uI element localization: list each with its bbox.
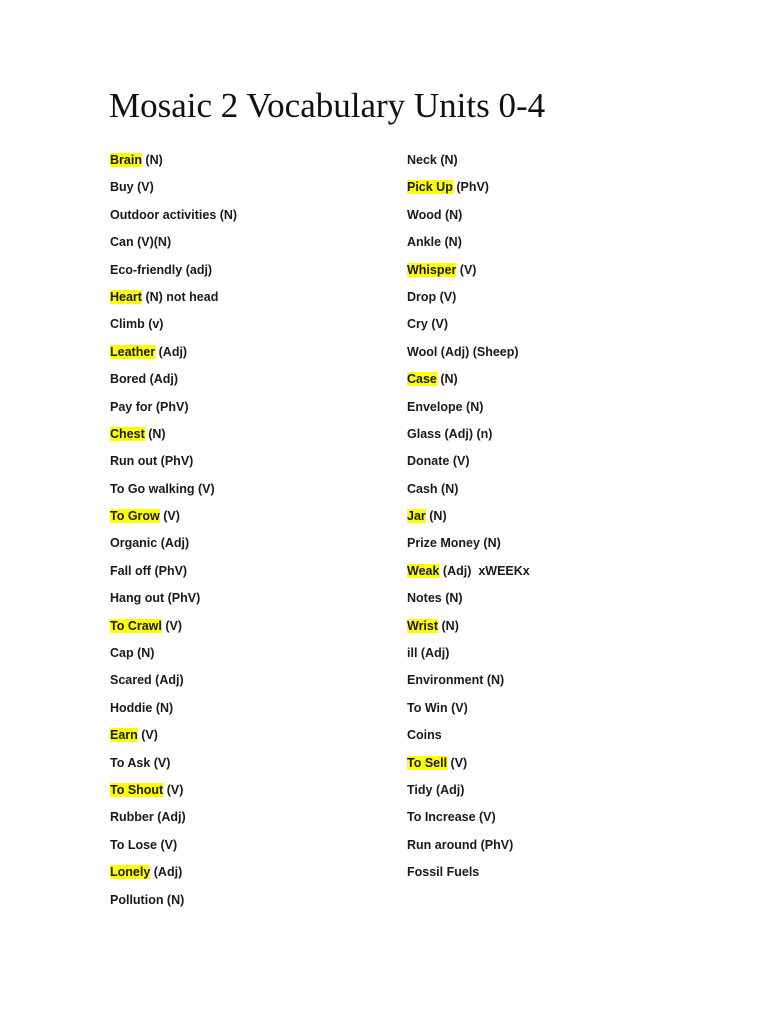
- vocab-text: Ankle (N): [407, 235, 462, 250]
- highlighted-term: To Sell: [407, 755, 448, 770]
- vocab-text: (N): [436, 372, 458, 387]
- vocab-text: (N): [144, 426, 166, 441]
- vocab-item: [407, 311, 530, 338]
- vocab-item: [407, 147, 530, 174]
- vocab-item: [407, 366, 530, 393]
- vocab-item: [110, 448, 237, 475]
- vocab-text: Envelope (N): [407, 399, 484, 414]
- vocab-item: [110, 613, 237, 640]
- vocab-text: Glass (Adj) (n): [407, 426, 493, 441]
- vocab-item: [407, 695, 530, 722]
- vocab-item: [407, 667, 530, 694]
- vocab-text: Organic (Adj): [110, 536, 190, 551]
- page-title: Mosaic 2 Vocabulary Units 0-4: [109, 86, 546, 125]
- vocab-item: [110, 257, 237, 284]
- vocab-item: [110, 339, 237, 366]
- vocab-text: Hang out (PhV): [110, 591, 201, 606]
- highlighted-term: To Shout: [110, 782, 164, 797]
- vocab-text: Rubber (Adj): [110, 810, 186, 825]
- vocab-text: (N): [438, 618, 459, 633]
- vocab-text: (V): [447, 755, 468, 770]
- vocab-text: (V): [161, 618, 182, 633]
- vocab-item: [407, 257, 530, 284]
- vocab-item: [110, 695, 237, 722]
- vocab-text: Cry (V): [407, 317, 448, 332]
- vocab-text: (N): [141, 153, 163, 167]
- vocab-item: [407, 530, 530, 557]
- vocab-text: Wool (Adj) (Sheep): [407, 344, 519, 359]
- vocab-text: (V): [163, 782, 184, 797]
- highlighted-term: Jar: [407, 509, 426, 524]
- vocab-item: [110, 147, 237, 174]
- highlighted-term: To Grow: [110, 509, 160, 524]
- vocab-text: Fall off (PhV): [110, 563, 188, 578]
- highlighted-term: Leather: [110, 344, 156, 359]
- highlighted-term: Wrist: [407, 618, 439, 633]
- vocab-item: [407, 859, 530, 886]
- vocab-item: [110, 558, 237, 585]
- highlighted-term: Lonely: [110, 865, 151, 880]
- vocab-text: To Increase (V): [407, 810, 496, 825]
- vocab-text: (Adj): [150, 865, 183, 880]
- vocab-text: Scared (Adj): [110, 673, 184, 688]
- vocab-item: [407, 284, 530, 311]
- vocab-text: Can (V)(N): [110, 235, 172, 250]
- vocab-text: (V): [159, 509, 180, 524]
- vocab-item: [407, 585, 530, 612]
- vocab-text: To Lose (V): [110, 837, 178, 852]
- vocab-text: Tidy (Adj): [407, 782, 465, 797]
- vocab-text: To Win (V): [407, 700, 468, 715]
- vocab-item: [407, 804, 530, 831]
- highlighted-term: Whisper: [407, 262, 457, 277]
- vocab-text: Drop (V): [407, 289, 457, 304]
- vocab-item: [407, 448, 530, 475]
- vocab-item: [407, 476, 530, 503]
- vocab-item: [407, 722, 530, 749]
- vocab-item: [110, 667, 237, 694]
- vocab-text: (N): [425, 509, 447, 524]
- vocab-text: Hoddie (N): [110, 700, 174, 715]
- vocab-item: [110, 476, 237, 503]
- vocab-text: (Adj) xWEEKx: [439, 563, 530, 578]
- highlighted-term: Chest: [110, 426, 145, 441]
- highlighted-term: To Crawl: [110, 618, 162, 633]
- highlighted-term: Earn: [110, 728, 138, 743]
- vocab-text: (V): [137, 728, 158, 743]
- vocab-item: [407, 174, 530, 201]
- vocab-text: Outdoor activities (N): [110, 207, 238, 222]
- vocab-text: Eco-friendly (adj): [110, 262, 213, 277]
- vocab-text: To Go walking (V): [110, 481, 215, 496]
- vocab-item: [110, 777, 237, 804]
- vocab-text: Bored (Adj): [110, 372, 179, 387]
- vocab-item: [110, 804, 237, 831]
- vocab-item: [407, 777, 530, 804]
- vocab-item: [407, 421, 530, 448]
- highlighted-term: Case: [407, 372, 437, 387]
- vocab-text: (PhV): [452, 180, 489, 195]
- vocab-item: [110, 421, 237, 448]
- vocab-item: [110, 394, 237, 421]
- vocab-item: [407, 640, 530, 667]
- vocab-item: [110, 832, 237, 859]
- vocab-text: Coins: [407, 728, 442, 743]
- vocab-text: Cap (N): [110, 646, 155, 661]
- vocab-item: [407, 832, 530, 859]
- vocab-item: [110, 585, 237, 612]
- vocab-text: Pollution (N): [110, 892, 185, 907]
- vocab-text: (V): [456, 262, 477, 277]
- vocab-text: Run out (PhV): [110, 454, 194, 469]
- vocab-text: Pay for (PhV): [110, 399, 189, 414]
- vocab-item: [110, 640, 237, 667]
- vocab-item: [407, 750, 530, 777]
- vocab-text: Wood (N): [407, 207, 463, 222]
- vocab-item: [407, 558, 530, 585]
- vocab-item: [110, 859, 237, 886]
- vocab-text: Notes (N): [407, 591, 463, 606]
- vocab-text: Neck (N): [407, 153, 458, 167]
- vocab-text: Buy (V): [110, 180, 154, 195]
- vocab-item: [110, 284, 237, 311]
- vocab-item: [407, 339, 530, 366]
- vocabulary-list-right: [407, 147, 530, 887]
- vocab-item: [110, 366, 237, 393]
- vocab-text: (N) not head: [141, 289, 219, 304]
- highlighted-term: Heart: [110, 289, 142, 304]
- vocab-item: [110, 722, 237, 749]
- vocab-text: Prize Money (N): [407, 536, 501, 551]
- vocab-text: (Adj): [155, 344, 188, 359]
- highlighted-term: Brain: [110, 153, 142, 167]
- vocab-item: [407, 503, 530, 530]
- vocab-item: [110, 311, 237, 338]
- highlighted-term: Pick Up: [407, 180, 453, 195]
- vocab-item: [110, 202, 237, 229]
- vocab-text: Cash (N): [407, 481, 459, 496]
- vocab-item: [407, 394, 530, 421]
- vocab-item: [110, 887, 237, 914]
- vocab-item: [407, 613, 530, 640]
- vocab-item: [110, 503, 237, 530]
- vocab-item: [110, 174, 237, 201]
- vocab-item: [407, 202, 530, 229]
- highlighted-term: Weak: [407, 563, 440, 578]
- vocab-item: [110, 750, 237, 777]
- vocab-text: ill (Adj): [407, 646, 450, 661]
- vocabulary-list-left: [110, 147, 237, 914]
- vocab-item: [407, 229, 530, 256]
- vocab-item: [110, 229, 237, 256]
- vocab-text: Donate (V): [407, 454, 470, 469]
- vocab-item: [110, 530, 237, 557]
- vocab-text: Environment (N): [407, 673, 505, 688]
- vocab-text: Climb (v): [110, 317, 164, 332]
- vocab-text: To Ask (V): [110, 755, 171, 770]
- vocab-text: Run around (PhV): [407, 837, 514, 852]
- vocab-text: Fossil Fuels: [407, 865, 480, 880]
